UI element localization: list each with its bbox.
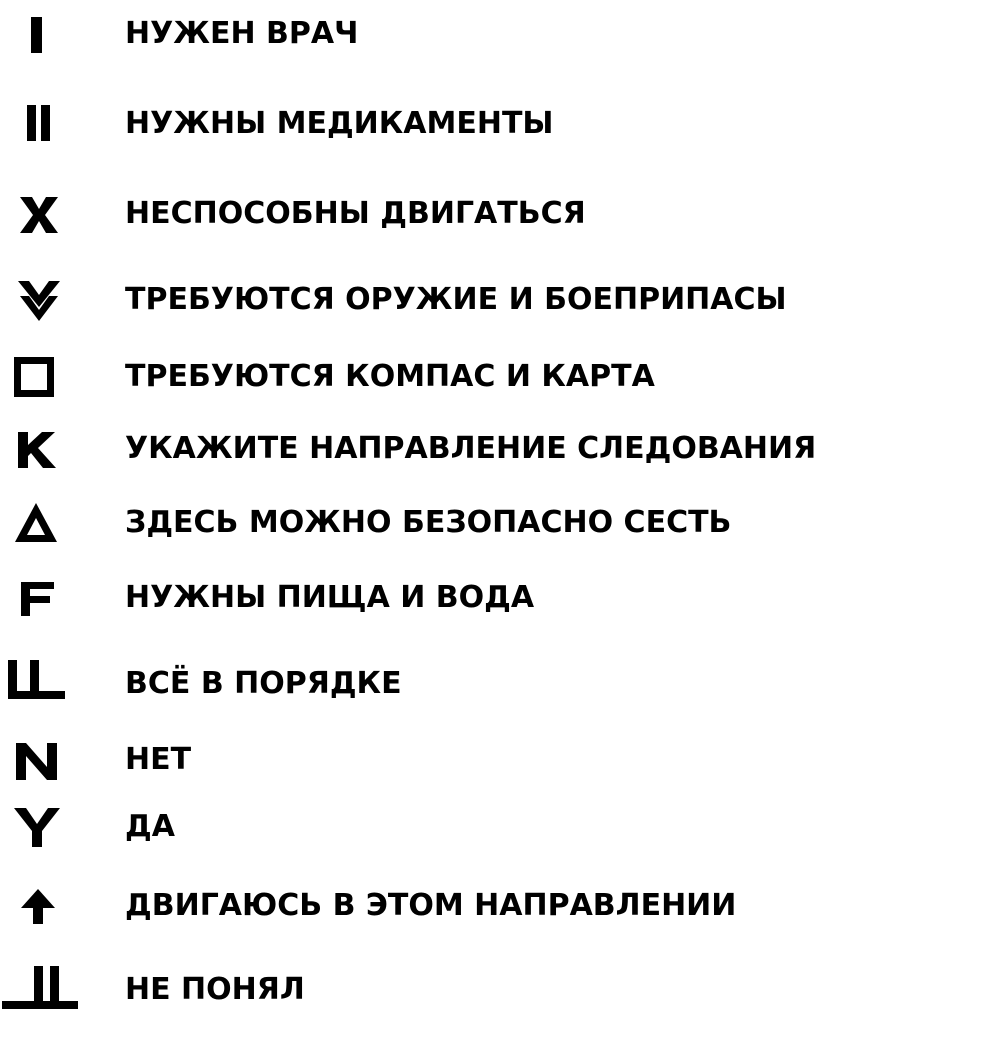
double-bar-icon [0, 86, 100, 162]
cross-x-icon [0, 176, 100, 252]
letter-k-icon [0, 411, 100, 487]
signal-meaning: ДА [125, 809, 175, 844]
signal-meaning: НУЖНЫ ПИЩА И ВОДА [125, 580, 535, 615]
signal-row-medicine [0, 86, 1000, 162]
signal-row-food-water [0, 560, 1000, 636]
signal-meaning: ТРЕБУЮТСЯ ОРУЖИЕ И БОЕПРИПАСЫ [125, 282, 787, 317]
signal-meaning: ТРЕБУЮТСЯ КОМПАС И КАРТА [125, 359, 655, 394]
triangle-outline-icon [0, 485, 100, 561]
signal-meaning: НУЖЕН ВРАЧ [125, 16, 359, 51]
square-outline-icon [0, 339, 100, 415]
signal-row-weapons [0, 262, 1000, 338]
signal-meaning: НУЖНЫ МЕДИКАМЕНТЫ [125, 106, 554, 141]
single-bar-icon [0, 0, 100, 72]
signal-row-yes [0, 789, 1000, 865]
letter-y-icon [0, 789, 100, 865]
signal-row-all-ok [0, 646, 1000, 722]
signal-row-direction [0, 411, 1000, 487]
signal-meaning: УКАЖИТЕ НАПРАВЛЕНИЕ СЛЕДОВАНИЯ [125, 431, 817, 466]
signal-meaning: ВСЁ В ПОРЯДКЕ [125, 666, 402, 701]
signal-meaning: ДВИГАЮСЬ В ЭТОМ НАПРАВЛЕНИИ [125, 888, 737, 923]
double-chevron-down-icon [0, 262, 100, 338]
signal-row-moving-direction [0, 868, 1000, 944]
signal-meaning: НЕТ [125, 742, 192, 777]
signal-row-compass-map [0, 339, 1000, 415]
signal-meaning: НЕ ПОНЯЛ [125, 972, 305, 1007]
jl-symbol-icon [0, 952, 100, 1028]
signal-row-not-understood [0, 952, 1000, 1028]
signal-meaning: ЗДЕСЬ МОЖНО БЕЗОПАСНО СЕСТЬ [125, 505, 732, 540]
letter-n-icon [0, 722, 100, 798]
signal-row-no [0, 722, 1000, 798]
arrow-up-icon [0, 868, 100, 944]
letter-f-icon [0, 560, 100, 636]
signal-row-doctor [0, 0, 1000, 72]
signal-meaning: НЕСПОСОБНЫ ДВИГАТЬСЯ [125, 196, 586, 231]
double-l-icon [0, 646, 100, 722]
signal-row-unable-to-move [0, 176, 1000, 252]
signal-row-safe-landing [0, 485, 1000, 561]
